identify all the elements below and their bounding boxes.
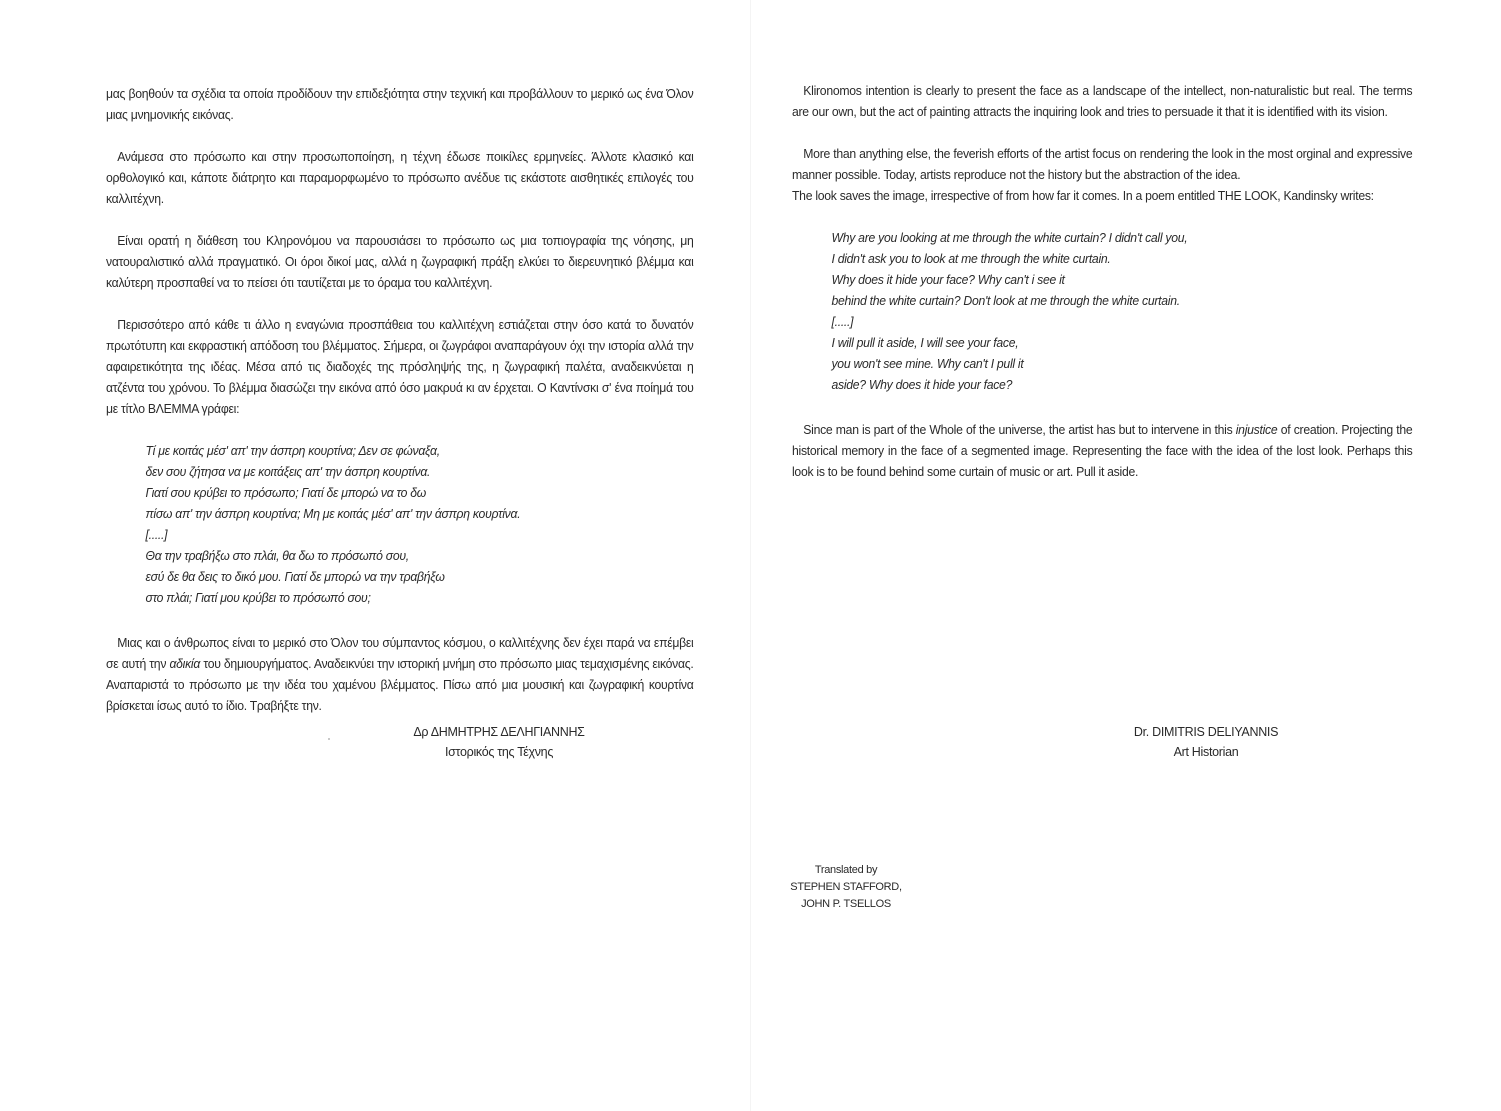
english-closing-paragraph <box>792 419 1412 482</box>
greek-closing-text-end: του δημιουργήματος. Αναδεικνύει την ιστορική μνήμη στο πρόσωπο μιας τεμαχισμένης εικόνας. Αναπαριστά το πρόσωπο με την ιδέα του χαμένου βλέμματος. Πίσω από μια μουσική και ζωγραφική κουρτίνα βρίσκεται ίσως αυτό το ίδιο. Τραβήξτε την. <box>106 656 694 713</box>
english-author-title: Art Historian <box>1173 745 1239 759</box>
english-closing-emphasis: injustice <box>1235 422 1278 437</box>
greek-poem-line: Θα την τραβήξω στο πλάι, θα δω το πρόσωπό σου, <box>145 548 409 563</box>
paper-speck <box>328 738 330 740</box>
greek-poem-line: Γιατί σου κρύβει το πρόσωπο; Γιατί δε μπορώ να το δω <box>145 485 427 500</box>
greek-paragraph-3: Είναι ορατή η διάθεση του Κληρονόμου να παρουσιάσει το πρόσωπο ως μια τοπιογραφία της νόησης, μη νατουραλιστικό αλλά πραγματικό. Οι όροι δικοί μας, αλλά η ζωγραφική πράξη ελκύει το διερευνητικό βλέμμα και καλύτερη προσπαθεί να το πείσει ότι ταυτίζεται με το όραμα του καλλιτέχνη. <box>106 233 694 290</box>
greek-author-name: Δρ ΔΗΜΗΤΡΗΣ ΔΕΛΗΓΙΑΝΝΗΣ <box>413 725 585 739</box>
english-poem <box>831 227 1412 395</box>
translator-name: JOHN P. TSELLOS <box>801 898 891 910</box>
greek-closing-paragraph <box>106 632 694 716</box>
greek-closing-emphasis: αδικία <box>169 656 201 671</box>
english-signature <box>1091 722 1321 762</box>
english-paragraph-2: More than anything else, the feverish efforts of the artist focus on rendering the look in the most orginal and expressive manner possible. Today, artists reproduce not the history but the abstraction of the idea. <box>792 146 1413 182</box>
english-poem-line: [.....] <box>831 314 854 329</box>
greek-poem-line: Τί με κοιτάς μέσ' απ' την άσπρη κουρτίνα; Δεν σε φώναξα, <box>145 443 440 458</box>
greek-paragraph-1: μας βοηθούν τα σχέδια τα οποία προδίδουν την επιδεξιότητα στην τεχνική και προβάλλουν το μερικό ως ένα Όλον μιας μνημονικής εικόνας. <box>106 86 694 122</box>
english-poem-line: aside? Why does it hide your face? <box>831 377 1013 392</box>
english-text-column <box>792 80 1412 482</box>
greek-closing-text: Μιας και ο άνθρωπος είναι το μερικό στο Όλον του σύμπαντος κόσμου, ο καλλιτέχνης δεν έχει παρά να επέμβει σε αυτή την <box>106 635 694 671</box>
greek-poem-line: στο πλάι; Γιατί μου κρύβει το πρόσωπό σου; <box>145 590 371 605</box>
english-paragraph-1: Klironomos intention is clearly to present the face as a landscape of the intellect, non-naturalistic but real. The terms are our own, but the act of painting attracts the inquiring look and tries to persuade it that it is identified with its vision. <box>792 83 1413 119</box>
greek-paragraph-4: Περισσότερο από κάθε τι άλλο η εναγώνια προσπάθεια του καλλιτέχνη εστιάζεται στην όσο κατά το δυνατόν πρωτότυπη και εκφραστική απόδοση του βλέμματος. Σήμερα, οι ζωγράφοι αναπαράγουν όχι την ιστορία αλλά την αφαιρετικότητα της ιδέας. Μέσα από τις διαδοχές της πρόσληψής της, η ζωγραφική παλέτα, αναδεικνύεται η ατζέντα του χρόνου. Το βλέμμα διασώζει την εικόνα από όσο μακρυά κι αν έρχεται. Ο Καντίνσκι σ' ένα ποίημά του με τίτλο ΒΛΕΜΜΑ γράφει: <box>106 317 694 416</box>
english-closing-text-end: of creation. Projecting the historical memory in the face of a segmented image. Representing the face with the idea of the lost look. Perhaps this look is to be found behind some curtain of music or art. Pull it aside. <box>792 422 1413 479</box>
english-poem-line: I will pull it aside, I will see your face, <box>831 335 1019 350</box>
english-poem-line: Why does it hide your face? Why can't i see it <box>831 272 1065 287</box>
greek-page <box>0 0 750 1111</box>
english-closing-text: Since man is part of the Whole of the universe, the artist has but to intervene in this <box>803 422 1236 437</box>
greek-poem-line: πίσω απ' την άσπρη κουρτίνα; Μη με κοιτάς μέσ' απ' την άσπρη κουρτίνα. <box>145 506 521 521</box>
english-author-name: Dr. DIMITRIS DELIYANNIS <box>1133 725 1279 739</box>
english-poem-line: Why are you looking at me through the white curtain? I didn't call you, <box>831 230 1188 245</box>
greek-paragraph-2: Ανάμεσα στο πρόσωπο και στην προσωποποίηση, η τέχνη έδωσε ποικίλες ερμηνείες. Άλλοτε κλασικό και ορθολογικό και, κάποτε διάτρητο και παραμορφωμένο το πρόσωπο ανέδυε τις εκάστοτε αισθητικές επιλογές του καλλιτέχνη. <box>106 149 694 206</box>
english-page <box>751 0 1501 1111</box>
greek-poem-line: δεν σου ζήτησα να με κοιτάξεις απ' την άσπρη κουρτίνα. <box>145 464 431 479</box>
greek-signature <box>384 722 614 762</box>
greek-poem-line: εσύ δε θα δεις το δικό μου. Γιατί δε μπορώ να την τραβήξω <box>145 569 445 584</box>
greek-poem <box>145 440 693 608</box>
translation-credits <box>771 862 921 913</box>
english-poem-line: I didn't ask you to look at me through the white curtain. <box>831 251 1111 266</box>
english-poem-line: you won't see mine. Why can't I pull it <box>831 356 1024 371</box>
translator-name: STEPHEN STAFFORD, <box>790 881 902 893</box>
english-paragraph-3: The look saves the image, irrespective of from how far it comes. In a poem entitled THE LOOK, Kandinsky writes: <box>792 188 1374 203</box>
english-poem-line: behind the white curtain? Don't look at me through the white curtain. <box>831 293 1180 308</box>
greek-author-title: Ιστορικός της Τέχνης <box>444 745 554 759</box>
greek-text-column <box>106 83 694 716</box>
translated-by-label: Translated by <box>814 864 878 876</box>
greek-poem-line: [.....] <box>145 527 168 542</box>
